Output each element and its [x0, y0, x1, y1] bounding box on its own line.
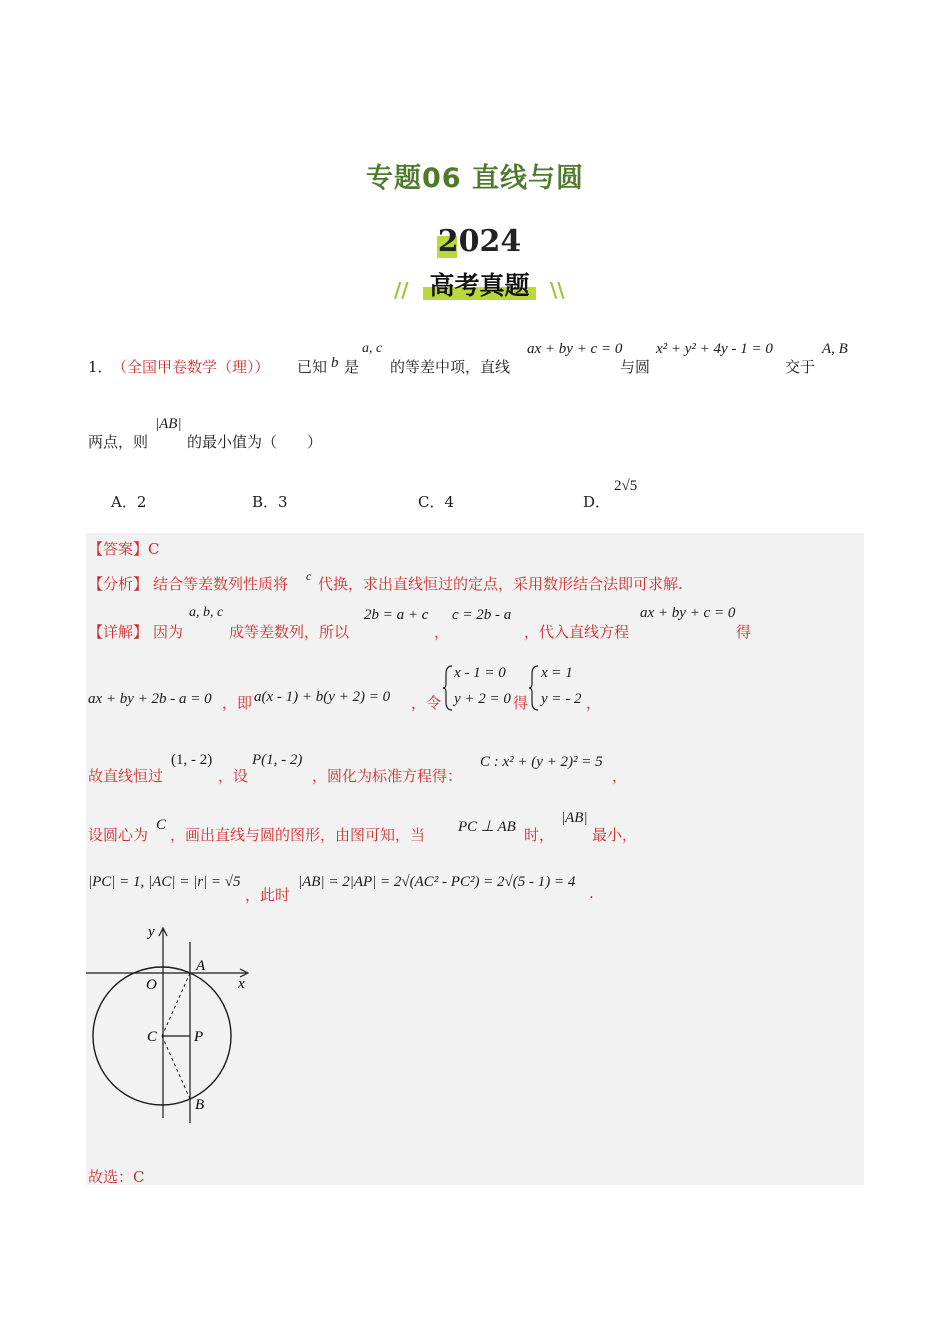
detail-text: . — [589, 884, 594, 902]
question-text: 的等差中项，直线 — [390, 358, 511, 376]
question-text: 已知 — [297, 358, 328, 376]
detail-text: ，设 — [218, 767, 249, 785]
badge-label: 高考真题 — [392, 266, 567, 302]
eq-line: ax + by + c = 0 — [640, 605, 736, 621]
abs-ab: |AB| — [155, 416, 182, 432]
fixed-point: (1, - 2) — [171, 752, 213, 768]
detail-text: ， — [586, 694, 602, 712]
point-p: P(1, - 2) — [252, 752, 303, 768]
detail-text: ，代入直线方程 — [524, 623, 630, 641]
page-title: 专题06 直线与圆 — [366, 163, 584, 194]
var-ac: a, c — [362, 341, 383, 356]
eq-line-sub: ax + by + 2b - a = 0 — [88, 691, 212, 707]
detail-text: 成等差数列，所以 — [229, 623, 350, 641]
label-c: C — [147, 1029, 158, 1045]
label-x: x — [238, 976, 245, 992]
line-equation: ax + by + c = 0 — [527, 341, 623, 357]
option-c[interactable]: C．4 — [418, 493, 455, 511]
analysis-tag: 【分析】 — [88, 575, 149, 593]
detail-text: 故直线恒过 — [88, 767, 164, 785]
detail-text: ， — [612, 767, 628, 785]
detail-text: 因为 — [153, 623, 184, 641]
detail-text: ，即 — [222, 694, 253, 712]
abs-ab-min: |AB| — [561, 810, 588, 826]
label-y: y — [148, 924, 155, 940]
eq-2b: 2b = a + c — [364, 607, 429, 623]
center-c: C — [156, 817, 167, 833]
perp-condition: PC ⊥ AB — [458, 819, 516, 835]
detail-text: 设圆心为 — [88, 826, 149, 844]
badge-left-mark: // — [394, 278, 409, 302]
badge-right-mark: \\ — [550, 278, 565, 302]
detail-text: 得 — [736, 623, 752, 641]
year-badge — [392, 222, 567, 306]
var-b: b — [331, 355, 339, 371]
eq-c: c = 2b - a — [452, 607, 512, 623]
detail-text: 最小， — [592, 826, 638, 844]
eq-lengths: |PC| = 1, |AC| = |r| = √5 — [88, 874, 241, 890]
final-answer: 故选：C — [88, 1168, 145, 1186]
brace-2 — [528, 664, 542, 712]
question-text: 是 — [344, 358, 360, 376]
circle-figure — [86, 918, 266, 1128]
detail-text: ，圆化为标准方程得： — [312, 767, 463, 785]
question-source: （全国甲卷数学（理）） — [112, 358, 270, 376]
analysis-text: 结合等差数列性质将 — [153, 575, 289, 593]
system-2-top: x = 1 — [541, 665, 573, 681]
eq-factored: a(x - 1) + b(y + 2) = 0 — [254, 689, 391, 705]
analysis-var: c — [306, 569, 312, 583]
detail-text: 时， — [524, 826, 555, 844]
detail-text: ， — [434, 623, 450, 641]
label-a: A — [196, 958, 206, 974]
detail-tag: 【详解】 — [88, 623, 149, 641]
option-a[interactable]: A．2 — [111, 493, 147, 511]
badge-year: 2024 — [437, 224, 522, 259]
circle-standard-eq: C : x² + (y + 2)² = 5 — [480, 754, 603, 770]
answer-line: 【答案】C — [88, 540, 160, 558]
option-d-math: 2√5 — [614, 478, 638, 494]
option-d[interactable]: D． — [583, 493, 611, 511]
question-text: 与圆 — [620, 358, 651, 376]
question-text: 交于 — [785, 358, 816, 376]
detail-text: 得 — [513, 694, 529, 712]
detail-text: ，画出直线与圆的图形，由图可知，当 — [170, 826, 426, 844]
system-2-bottom: y = - 2 — [541, 691, 582, 707]
question-text: 的最小值为（ ） — [187, 433, 323, 451]
circle-equation: x² + y² + 4y - 1 = 0 — [656, 341, 773, 357]
points-ab: A, B — [822, 341, 848, 357]
label-p: P — [194, 1029, 204, 1045]
label-o: O — [146, 977, 157, 993]
system-1-bottom: y + 2 = 0 — [454, 691, 511, 707]
question-number: 1． — [88, 358, 113, 376]
eq-ab-length: |AB| = 2|AP| = 2√(AC² - PC²) = 2√(5 - 1) = 4 — [298, 874, 576, 890]
question-text: 两点，则 — [88, 433, 149, 451]
vars-abc: a, b, c — [189, 605, 224, 620]
option-b[interactable]: B．3 — [252, 493, 288, 511]
system-1-top: x - 1 = 0 — [454, 665, 506, 681]
detail-text: ，令 — [411, 694, 442, 712]
segment-cb — [162, 1036, 190, 1099]
detail-text: ，此时 — [245, 886, 291, 904]
analysis-text: 代换，求出直线恒过的定点，采用数形结合法即可求解. — [318, 575, 683, 593]
label-b: B — [195, 1097, 205, 1113]
segment-ca — [162, 973, 190, 1036]
